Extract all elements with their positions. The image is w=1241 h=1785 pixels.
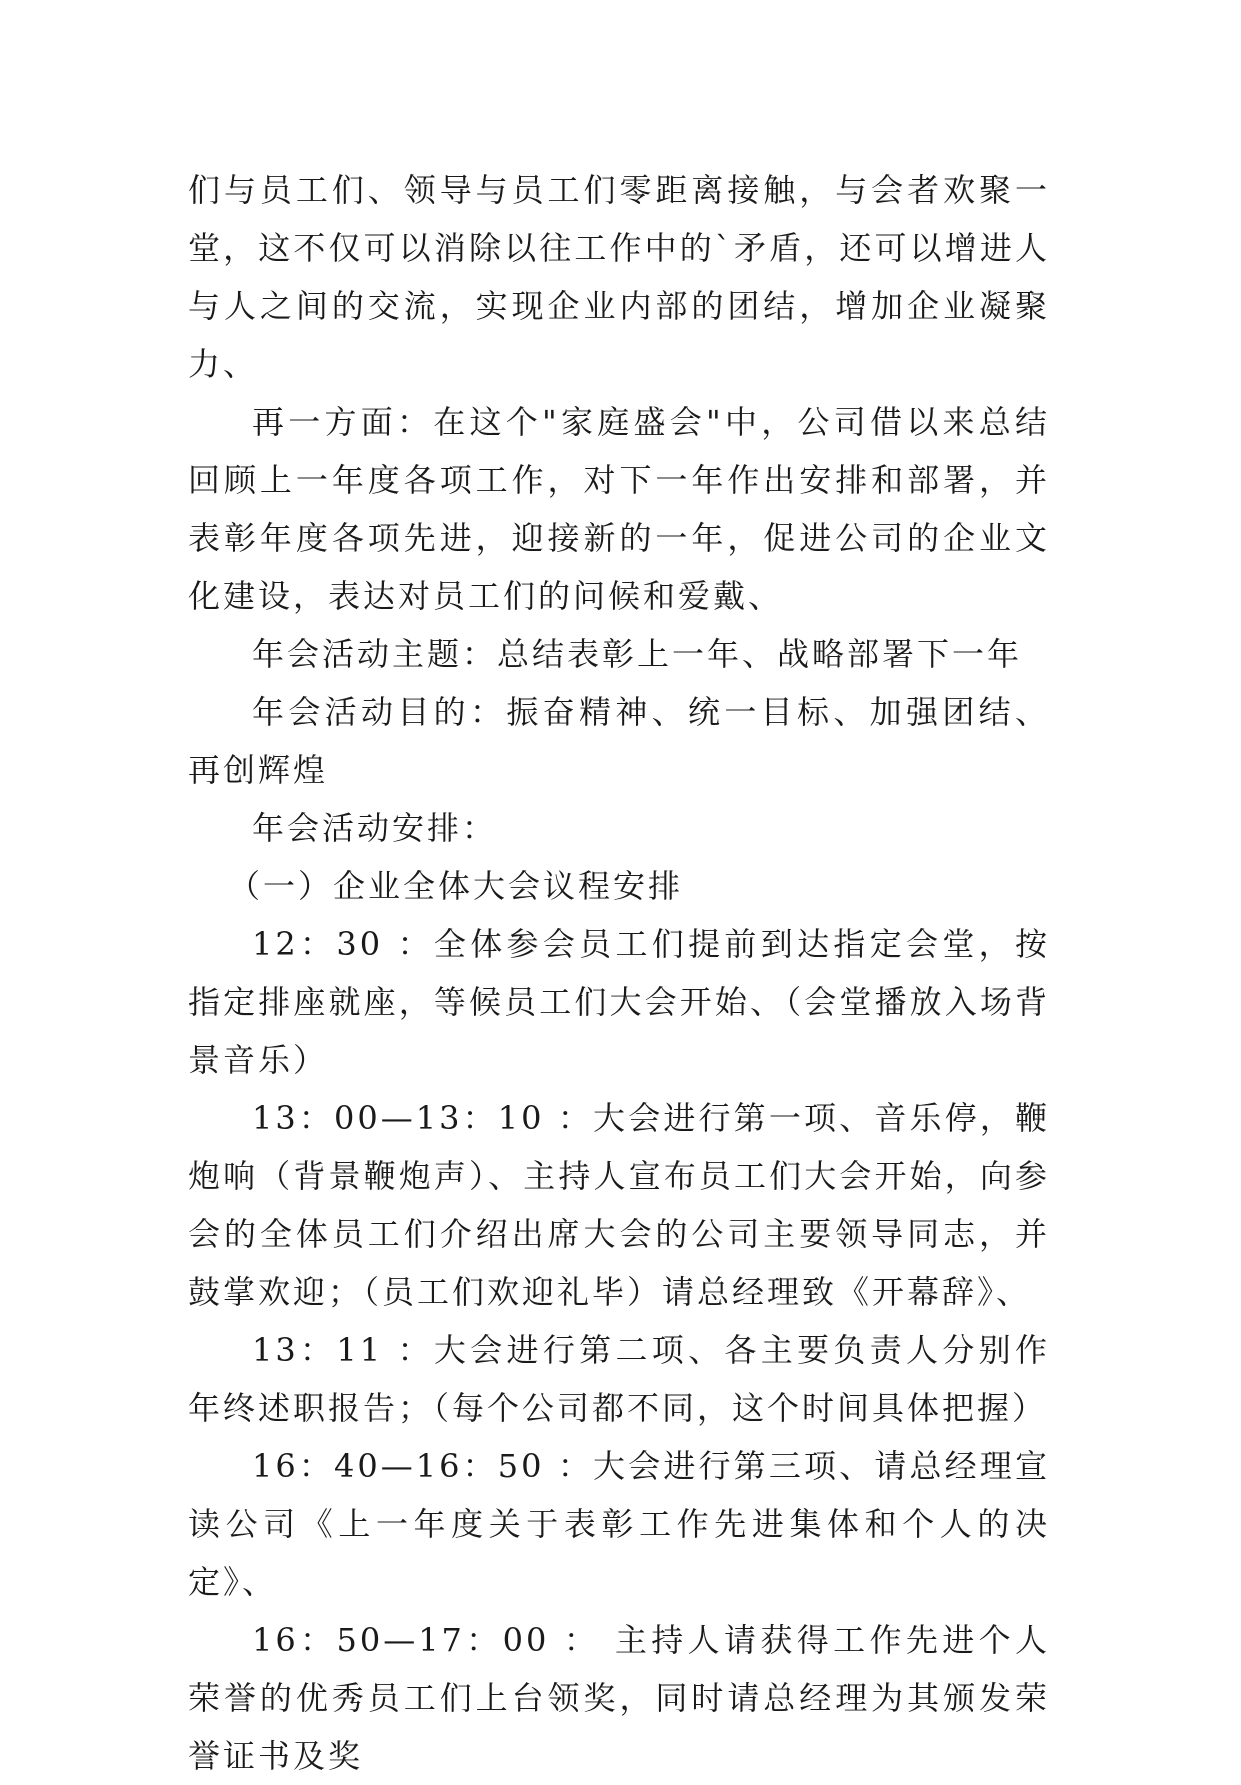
paragraph-event-purpose: 年会活动目的：振奋精神、统一目标、加强团结、再创辉煌 (188, 693, 1050, 789)
paragraph-event-arrangement: 年会活动安排： (252, 809, 498, 847)
agenda-item-1300: 13：00—13：10 ：大会进行第一项、音乐停，鞭炮响（背景鞭炮声）、主持人宣布员工们大会开始，向参会的全体员工们介绍出席大会的公司主要领导同志，并鼓掌欢迎；（员工们欢迎礼毕）请总经理致《开幕辞》、 (188, 1099, 1050, 1311)
paragraph-continuation: 们与员工们、领导与员工们零距离接触，与会者欢聚一堂，这不仅可以消除以往工作中的`矛盾，还可以增进人与人之间的交流，实现企业内部的团结，增加企业凝聚力、 (188, 171, 1050, 383)
document-body (188, 161, 1050, 1785)
paragraph-event-theme: 年会活动主题：总结表彰上一年、战略部署下一年 (252, 635, 1023, 673)
agenda-item-1311: 13：11 ：大会进行第二项、各主要负责人分别作年终述职报告；（每个公司都不同，这个时间具体把握） (188, 1331, 1050, 1427)
paragraph-second-aspect: 再一方面：在这个"家庭盛会"中，公司借以来总结回顾上一年度各项工作，对下一年作出安排和部署，并表彰年度各项先进，迎接新的一年，促进公司的企业文化建设，表达对员工们的问候和爱戴、 (188, 403, 1050, 615)
agenda-item-1650: 16：50—17：00 ： 主持人请获得工作先进个人荣誉的优秀员工们上台领奖，同时请总经理为其颁发荣誉证书及奖 (188, 1621, 1050, 1775)
agenda-item-1230: 12：30 ：全体参会员工们提前到达指定会堂，按指定排座就座，等候员工们大会开始、（会堂播放入场背景音乐） (188, 925, 1050, 1079)
agenda-item-1640: 16：40—16：50 ：大会进行第三项、请总经理宣读公司《上一年度关于表彰工作先进集体和个人的决定》、 (188, 1447, 1050, 1601)
section-heading-agenda: （一）企业全体大会议程安排 (228, 867, 684, 905)
